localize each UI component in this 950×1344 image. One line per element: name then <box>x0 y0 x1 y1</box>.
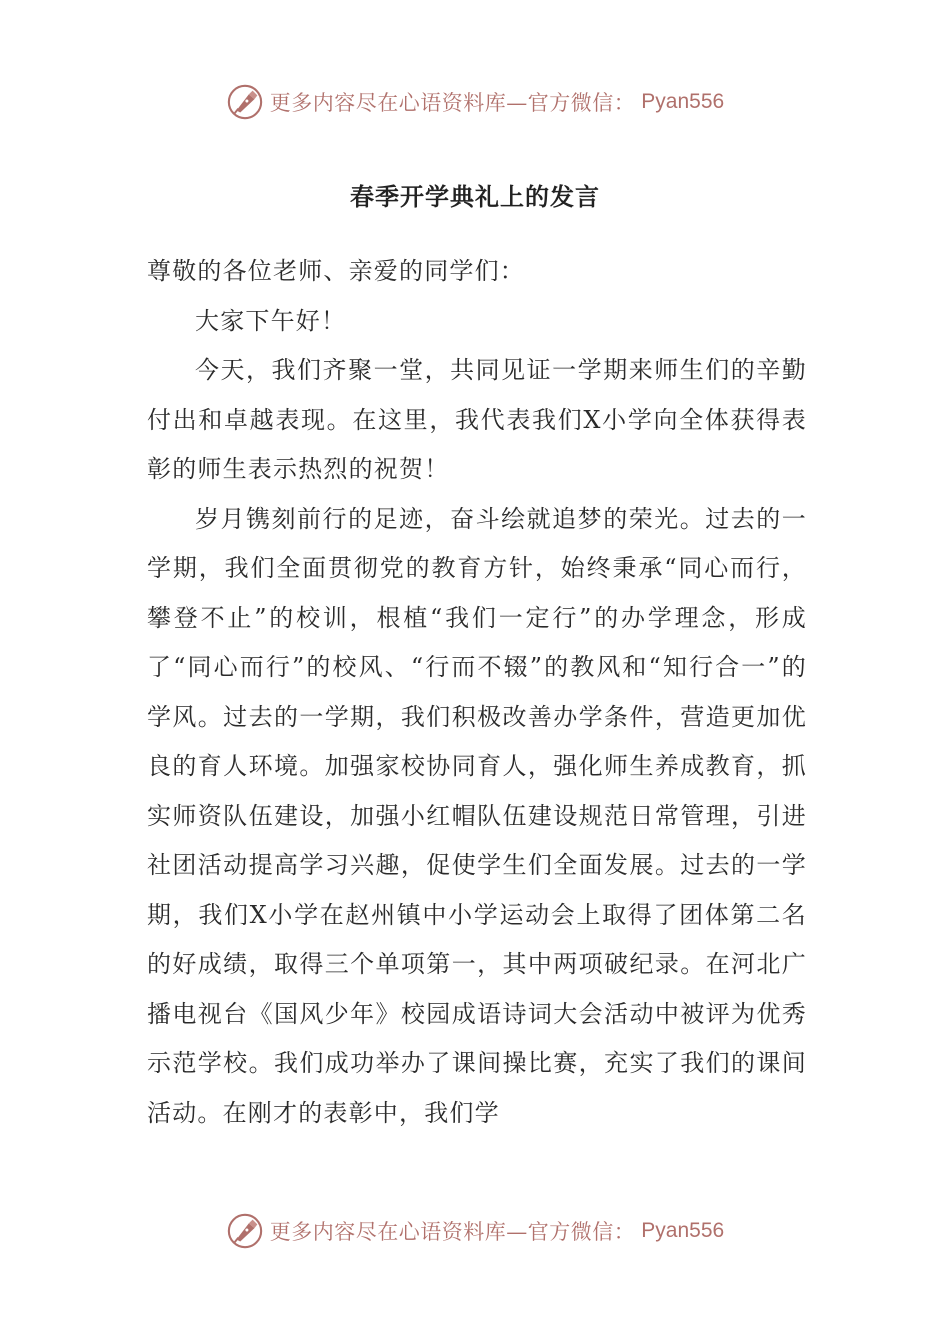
greeting: 大家下午好！ <box>195 306 347 335</box>
banner-wechat-id: Pyan556 <box>641 1219 725 1242</box>
banner-wechat-id: Pyan556 <box>641 90 725 113</box>
document-title: 春季开学典礼上的发言 <box>350 182 600 211</box>
header-banner <box>0 80 950 124</box>
pen-nib-icon <box>226 83 264 121</box>
pen-nib-icon <box>226 1212 264 1250</box>
body-paragraph: 今天，我们齐聚一堂，共同见证一学期来师生们的辛勤付出和卓越表现。在这里，我代表我们X小学向全体获得表彰的师生表示热烈的祝贺！ <box>147 356 807 483</box>
footer-banner <box>0 1209 950 1253</box>
banner-text: 更多内容尽在心语资料库—官方微信： <box>269 91 636 115</box>
banner-text: 更多内容尽在心语资料库—官方微信： <box>269 1220 636 1244</box>
document-body <box>147 247 807 1138</box>
salutation: 尊敬的各位老师、亲爱的同学们： <box>147 257 525 285</box>
body-paragraph: 岁月镌刻前行的足迹，奋斗绘就追梦的荣光。过去的一学期，我们全面贯彻党的教育方针，始终秉承“同心而行，攀登不止”的校训，根植“我们一定行”的办学理念，形成了“同心而行”的校风、“行而不辍”的教风和“知行合一”的学风。过去的一学期，我们积极改善办学条件，营造更加优良的育人环境。加强家校协同育人，强化师生养成教育，抓实师资队伍建设，加强小红帽队伍建设规范日常管理，引进社团活动提高学习兴趣，促使学生们全面发展。过去的一学期，我们X小学在赵州镇中小学运动会上取得了团体第二名的好成绩，取得三个单项第一，其中两项破纪录。在河北广播电视台《国风少年》校园成语诗词大会活动中被评为优秀示范学校。我们成功举办了课间操比赛，充实了我们的课间活动。在刚才的表彰中，我们学 <box>147 504 807 1127</box>
